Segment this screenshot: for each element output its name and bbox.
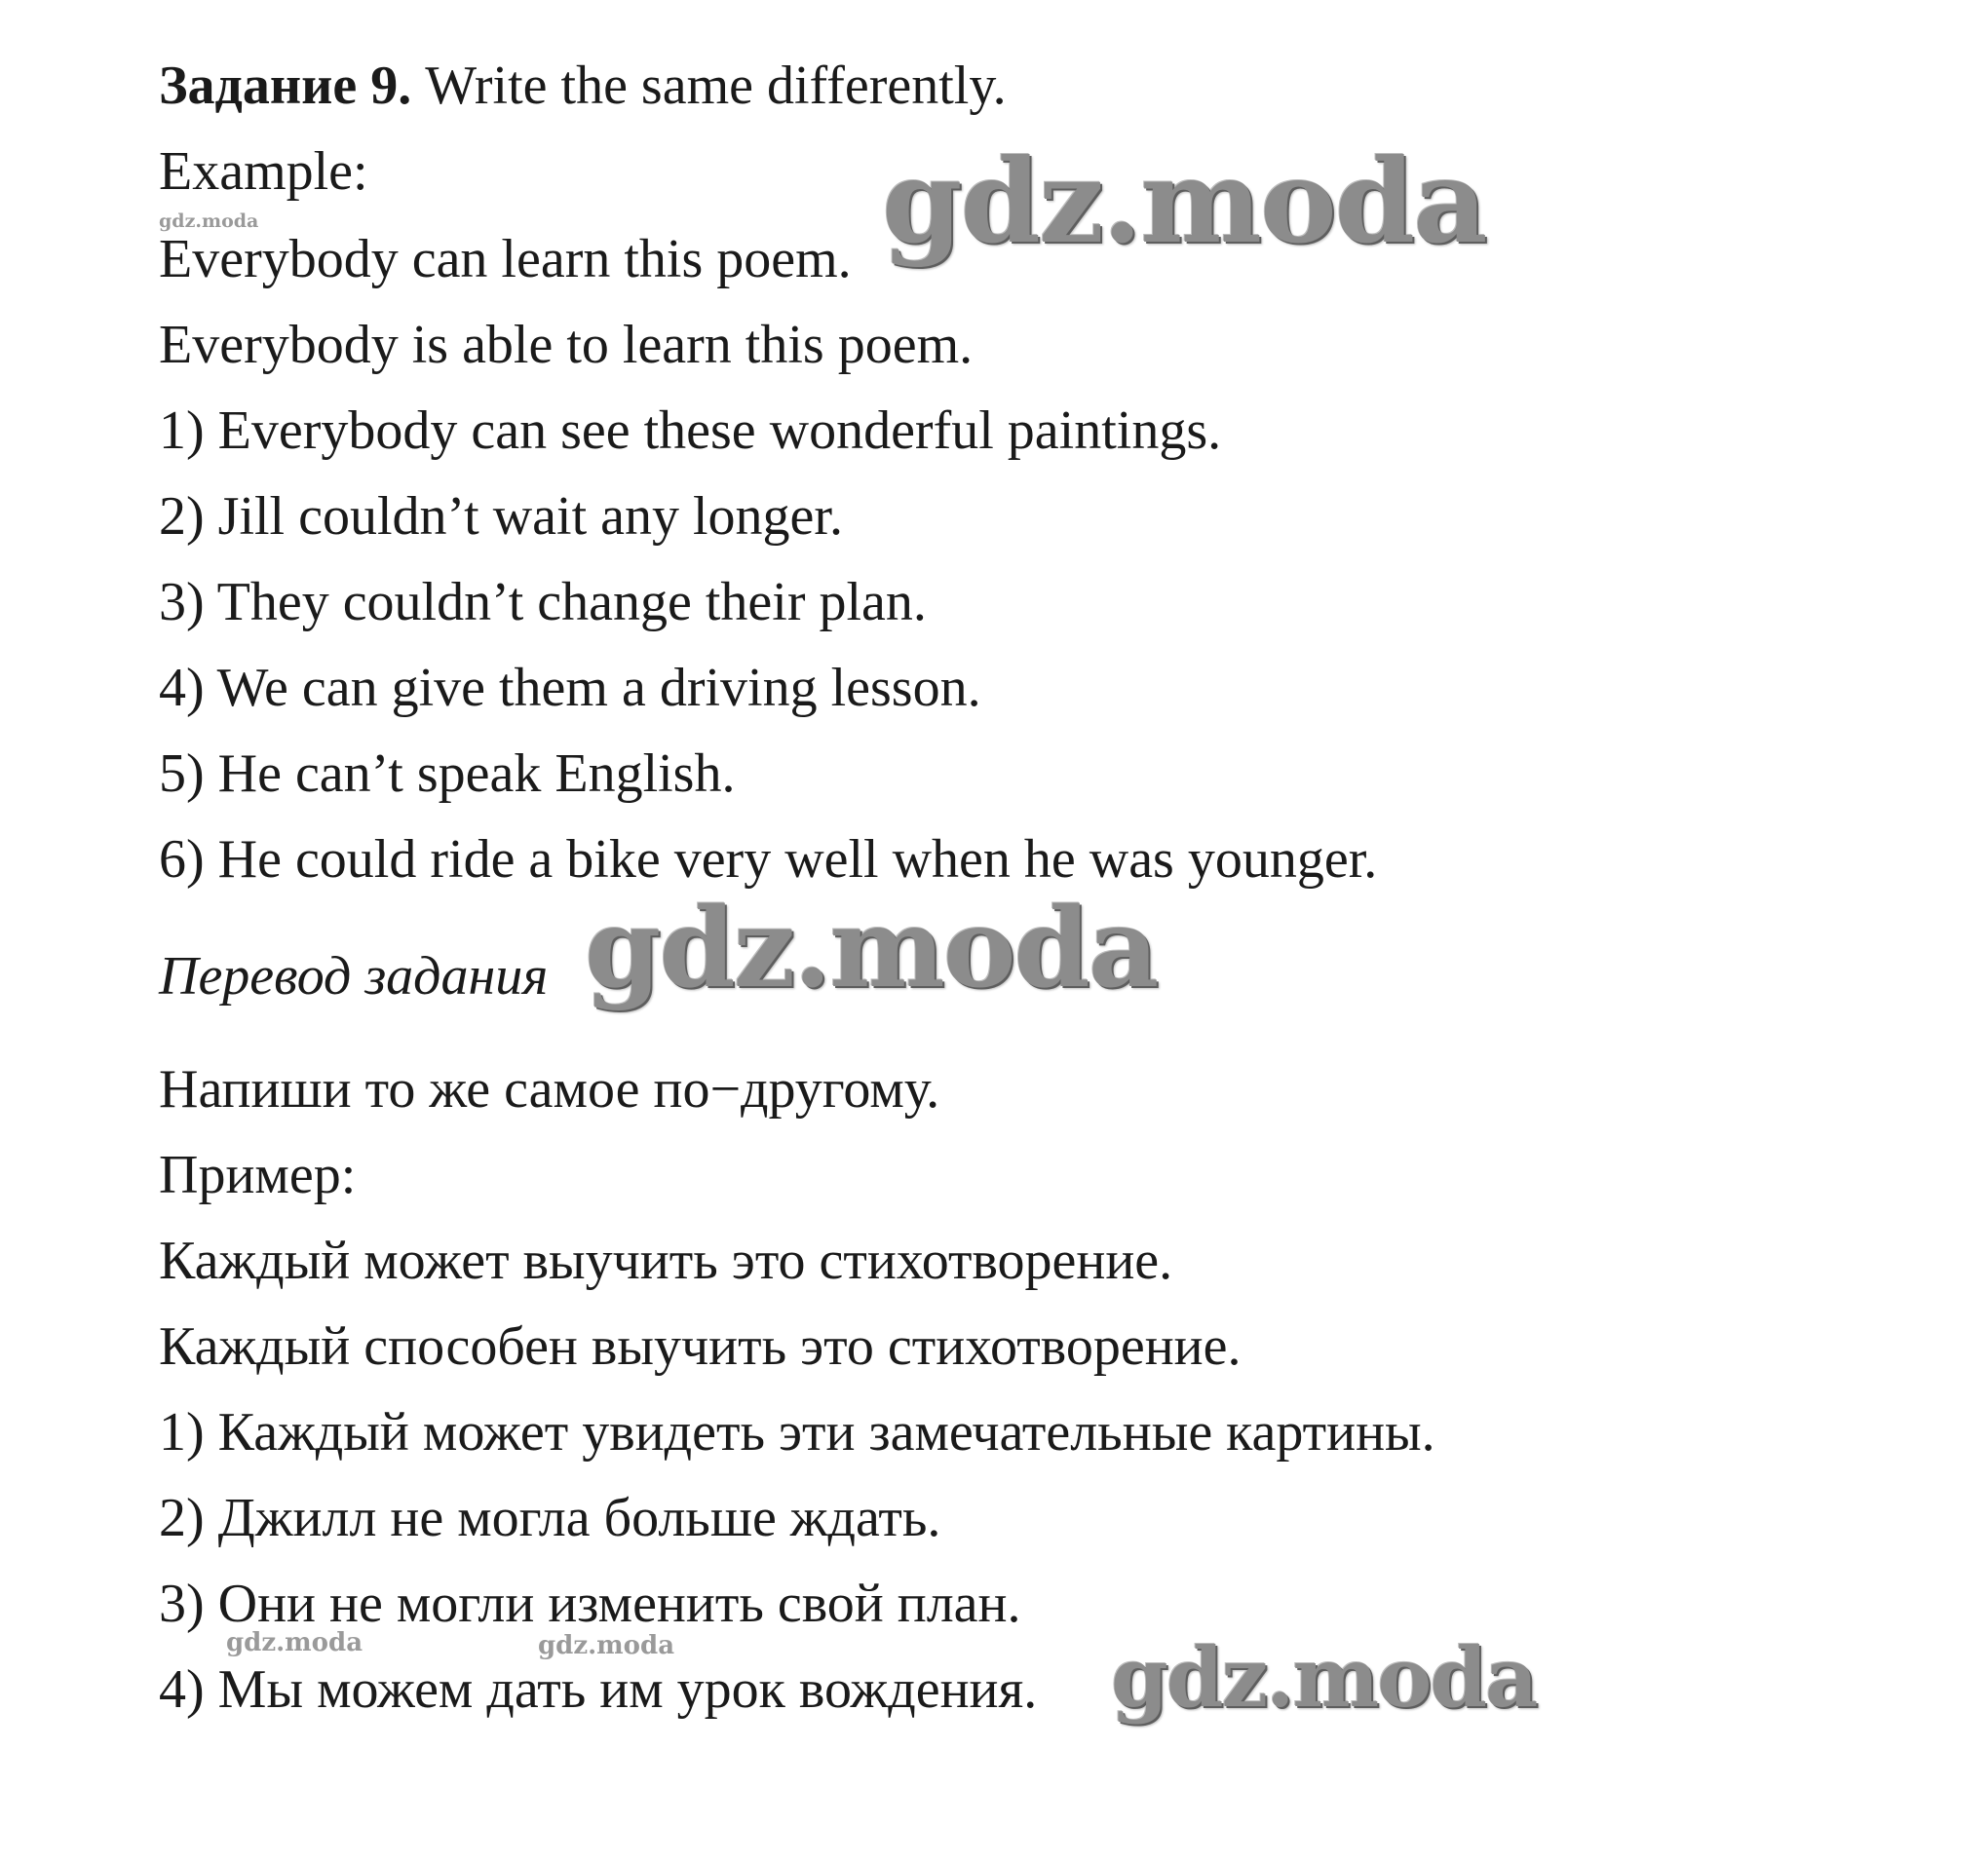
translation-item-1: 1) Каждый может увидеть эти замечательные картины. bbox=[159, 1402, 1435, 1463]
translation-rewritten: Каждый способен выучить это стихотворение. bbox=[159, 1316, 1242, 1377]
item-1: 1) Everybody can see these wonderful paintings. bbox=[159, 400, 1222, 461]
task-instruction: Write the same differently. bbox=[425, 56, 1007, 116]
translation-item-2: 2) Джилл не могла больше ждать. bbox=[159, 1488, 941, 1548]
example-rewritten: Everybody is able to learn this poem. bbox=[159, 315, 974, 375]
translation-example-heading: Пример: bbox=[159, 1145, 357, 1205]
translation-item-4: 4) Мы можем дать им урок вождения. bbox=[159, 1659, 1038, 1720]
example-sentence: Everybody can learn this poem. bbox=[159, 229, 852, 289]
translation-sentence: Каждый может выучить это стихотворение. bbox=[159, 1231, 1173, 1291]
watermark-large-2: gdz.moda bbox=[585, 885, 1158, 1012]
watermark-small-1: gdz.moda bbox=[159, 210, 259, 232]
translation-instruction: Напиши то же самое по−другому. bbox=[159, 1059, 940, 1120]
watermark-large-3: gdz.moda bbox=[1111, 1629, 1537, 1726]
item-2: 2) Jill couldn’t wait any longer. bbox=[159, 486, 843, 547]
watermark-large-1: gdz.moda bbox=[882, 133, 1486, 269]
watermark-small-2: gdz.moda bbox=[226, 1628, 363, 1657]
watermark-small-3: gdz.moda bbox=[538, 1631, 675, 1660]
item-6: 6) He could ride a bike very well when he was younger. bbox=[159, 829, 1378, 890]
task-label: Задание 9. bbox=[159, 56, 412, 116]
translation-item-3: 3) Они не могли изменить свой план. bbox=[159, 1574, 1021, 1634]
item-5: 5) He can’t speak English. bbox=[159, 743, 736, 804]
example-heading: Example: bbox=[159, 141, 368, 202]
translation-heading: Перевод задания bbox=[159, 946, 549, 1007]
item-4: 4) We can give them a driving lesson. bbox=[159, 658, 981, 718]
item-3: 3) They couldn’t change their plan. bbox=[159, 572, 927, 632]
task-title bbox=[159, 56, 1007, 116]
